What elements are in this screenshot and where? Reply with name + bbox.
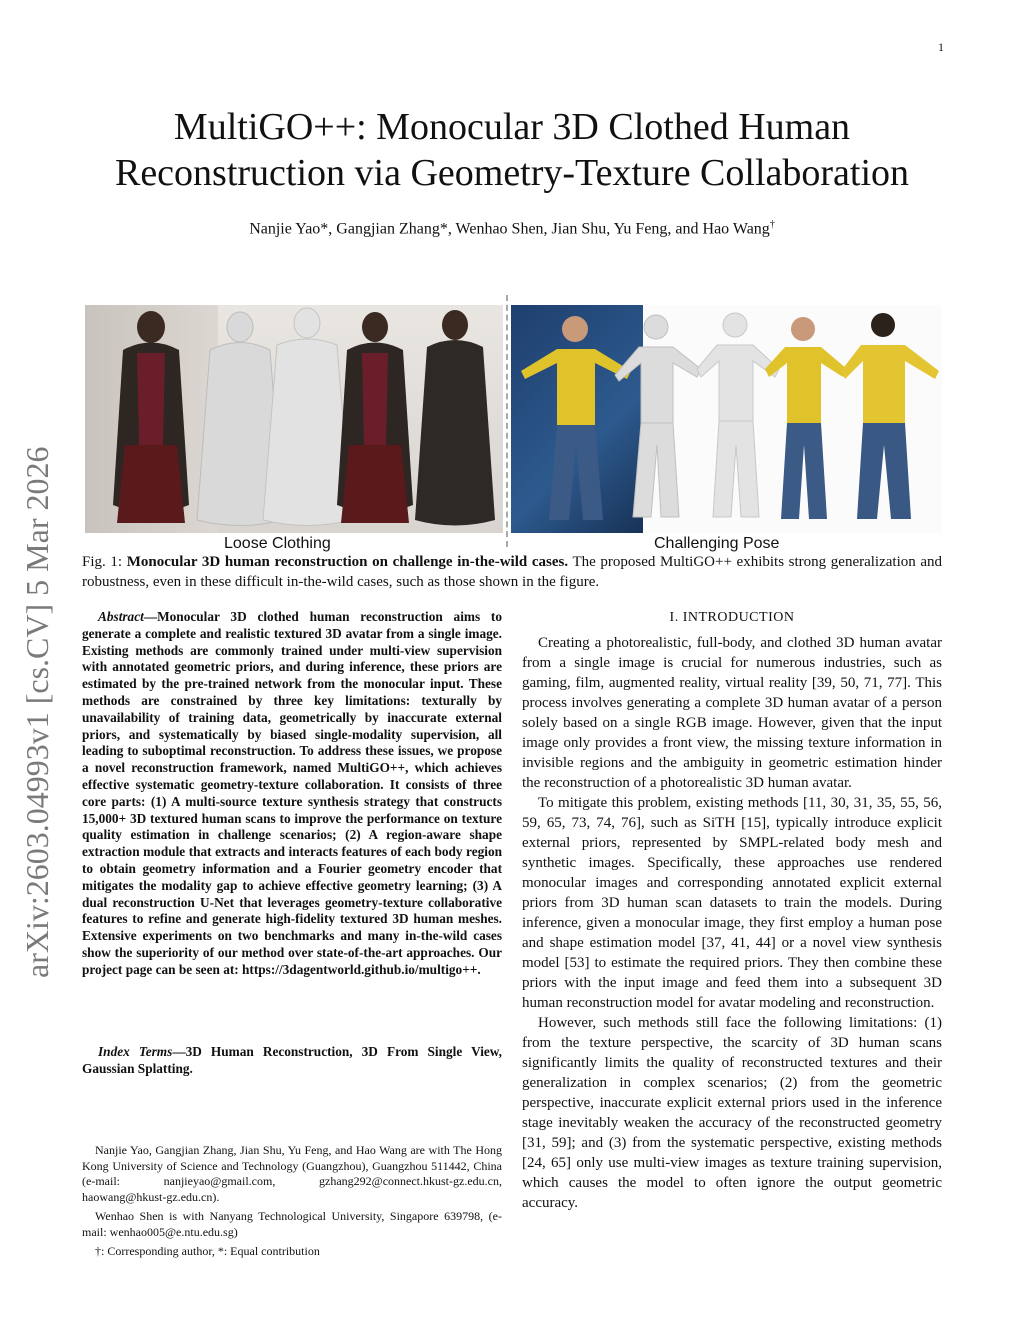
caption-prefix: Fig. 1: — [82, 554, 123, 570]
section-heading-introduction: I. INTRODUCTION — [669, 610, 795, 625]
author-list — [60, 219, 964, 238]
textured-back-figure — [415, 310, 495, 526]
figure-1 — [85, 305, 942, 533]
affiliation-3: †: Corresponding author, *: Equal contribution — [95, 1244, 320, 1258]
geometry-front-figure — [615, 315, 701, 517]
authors-text: Nanjie Yao*, Gangjian Zhang*, Wenhao Shen, Jian Shu, Yu Feng, and Hao Wang — [249, 220, 770, 238]
introduction-body — [522, 633, 942, 1213]
abstract-text: —Monocular 3D clothed human reconstruction aims to generate a complete and realistic textured 3D avatar from a single image. Existing methods are commonly trained under multi-view supervision with annotated geometric priors, and during inference, these priors are estimated by the pre-trained network from the monocular input. These methods are constrained by three key limitations: texturally by unavailability of training data, geometrically by inaccurate external priors, and systematically by biased single-modality supervision, all leading to suboptimal reconstruction. To address these issues, we propose a novel reconstruction framework, named MultiGO++, which achieves effective systematic geometry-texture collaboration. It consists of three core parts: (1) A multi-source texture synthesis strategy that constructs 15,000+ 3D textured human scans to improve the performance on texture quality estimation in challenge scenarios; (2) A region-aware shape extraction module that extracts and interacts features of each body region to obtain geometry information and a Fourier geometry encoder that mitigates the modality gap to achieve effective geometry learning; (3) A dual reconstruction U-Net that leverages geometry-texture collaborative features to refine and generate high-fidelity textured 3D human meshes. Extensive experiments on two benchmarks and many in-the-wild cases show the superiority of our method over state-of-the-art approaches. Our project page can be seen at: https://3dagentworld.github.io/multigo++. — [82, 609, 502, 977]
figure-label-challenging-pose: Challenging Pose — [654, 535, 780, 552]
affiliation-footnote — [82, 1143, 502, 1264]
paper-title — [60, 104, 964, 196]
index-terms — [82, 1044, 502, 1078]
intro-paragraph: Creating a photorealistic, full-body, and clothed 3D human avatar from a single image is crucial for numerous industries, such as gaming, film, augmented reality, virtual reality [39, 50, 71, 77]. This process involves generating a complete 3D human avatar of a person solely based on a single RGB image. However, given that the input image only provides a front view, the missing texture information in invisible regions and the ambiguity in geometric estimation hinder the reconstruction of a photorealistic 3D human avatar. — [522, 635, 942, 791]
title-line-1: MultiGO++: Monocular 3D Clothed Human — [173, 106, 851, 148]
figure-label-loose-clothing: Loose Clothing — [224, 535, 331, 552]
caption-bold: Monocular 3D human reconstruction on challenge in-the-wild cases. — [126, 554, 569, 570]
figure-panel-challenging-pose — [511, 305, 942, 533]
geometry-back-figure — [697, 313, 779, 517]
textured-back-figure — [841, 313, 939, 519]
index-terms-label: Index Terms — [98, 1044, 173, 1059]
figure-panel-loose-clothing — [85, 305, 503, 533]
title-line-2: Reconstruction via Geometry-Texture Collaboration — [114, 152, 910, 194]
textured-front-figure — [337, 312, 413, 523]
corresponding-mark: † — [769, 219, 775, 230]
page-number: 1 — [938, 40, 944, 54]
textured-front-figure — [765, 317, 847, 519]
index-terms-text: —3D Human Reconstruction, 3D From Single View, Gaussian Splatting. — [82, 1044, 502, 1076]
intro-paragraph: To mitigate this problem, existing methods [11, 30, 31, 35, 55, 56, 59, 65, 73, 74, 76], such as SiTH [15], typically introduce explicit external priors, represented by SMPL-related body mesh and synthetic images. Specifically, these approaches use rendered monocular images and corresponding annotated explicit external priors from 3D human scan datasets to train the models. During inference, given a monocular image, they first employ a human pose and shape estimation model [37, 41, 44] or a novel view synthesis model [53] to estimate the required priors. They then combine these priors with the input image and feed them into a subsequent 3D human reconstruction model for avatar modeling and reconstruction. — [522, 795, 942, 1011]
arxiv-stamp — [4, 378, 64, 978]
affiliation-2: Wenhao Shen is with Nanyang Technological University, Singapore 639798, (e-mail: wenhao005@e.ntu.edu.sg) — [82, 1209, 502, 1239]
figure-divider — [506, 295, 508, 547]
input-person-figure — [113, 311, 189, 523]
input-person-figure — [521, 316, 631, 520]
affiliation-1: Nanjie Yao, Gangjian Zhang, Jian Shu, Yu Feng, and Hao Wang are with The Hong Kong University of Science and Technology (Guangzhou), Guangzhou 511442, China (e-mail: nanjieyao@gmail.com, gzhang292@connect.hkust-gz.edu.cn, haowang@hkust-gz.edu.cn). — [82, 1143, 502, 1204]
intro-paragraph: However, such methods still face the following limitations: (1) from the texture perspective, the scarcity of 3D human scans significantly limits the quality of reconstructed textures and their generalization in complex scenarios; (2) from the geometric perspective, inaccurate explicit external priors used in the inference stage inevitably weaken the accuracy of the reconstructed geometry [31, 59]; and (3) from the systematic perspective, existing methods [24, 65] only use multi-view images as texture training supervision, which causes the model to often ignore the output geometric accuracy. — [522, 1015, 942, 1211]
caption-text: The proposed MultiGO++ exhibits strong generalization and robustness, even in these difficult in-the-wild cases, such as those shown in the figure. — [82, 554, 943, 590]
abstract — [82, 609, 502, 979]
abstract-label: Abstract — [98, 609, 144, 624]
figure-caption — [82, 552, 942, 592]
arxiv-stamp-text: arXiv:2603.04993v1 [cs.CV] 5 Mar 2026 — [19, 446, 55, 978]
